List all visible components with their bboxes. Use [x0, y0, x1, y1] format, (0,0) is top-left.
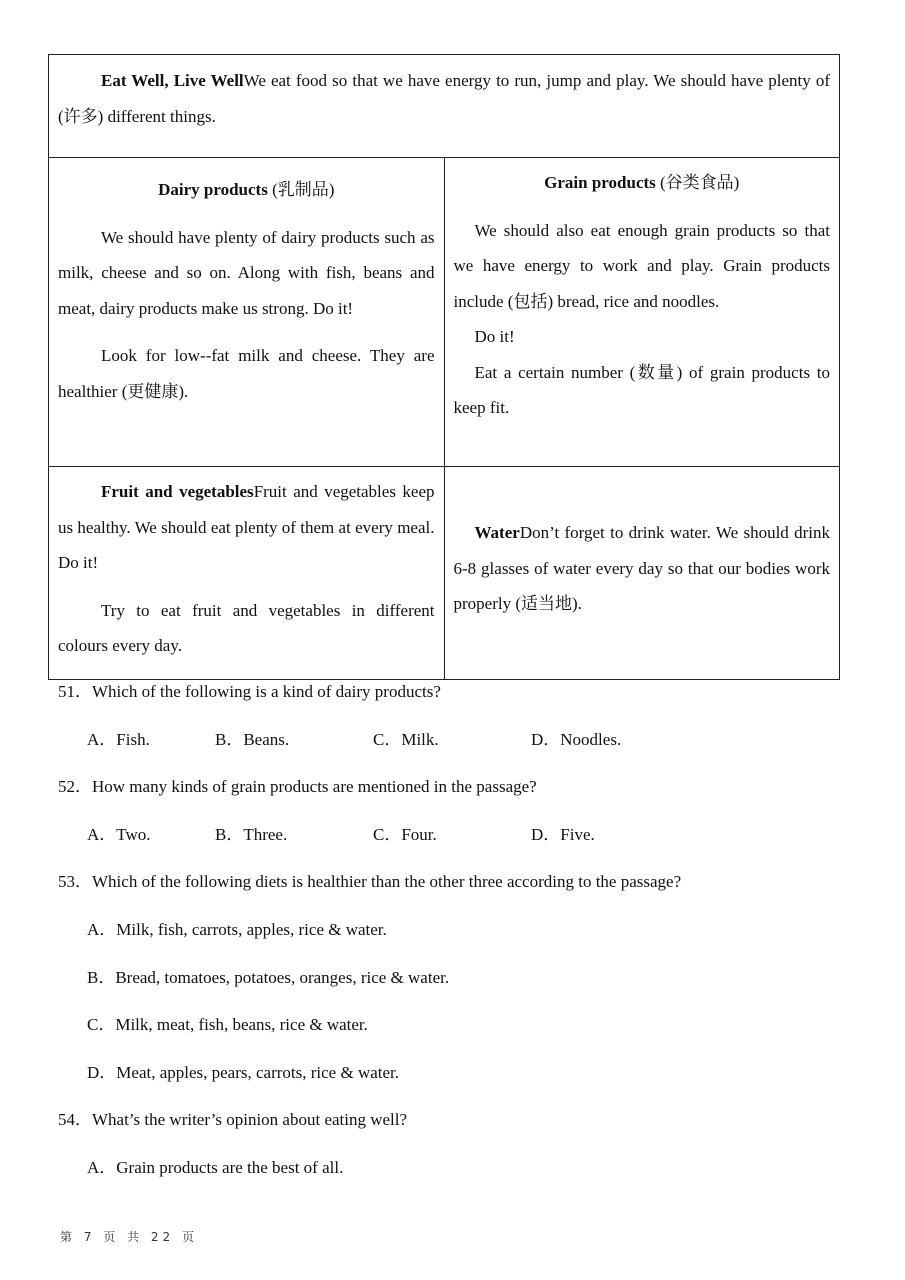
- option-53-c[interactable]: C．Milk, meat, fish, beans, rice & water.: [87, 1015, 368, 1035]
- dairy-paragraph-2: Look for low--fat milk and cheese. They are healthier (更健康).: [58, 346, 435, 401]
- question-51-options: [58, 728, 858, 776]
- option-52-a[interactable]: A．Two.: [87, 824, 151, 844]
- question-51-stem: 51．Which of the following is a kind of dairy products?: [58, 682, 441, 701]
- intro-text: We eat food so that we have energy to run, jump and play. We should have plenty of (许多) different things.: [58, 71, 830, 126]
- fruit-paragraph-1: [58, 474, 435, 581]
- grain-title: Grain products: [544, 173, 656, 192]
- dairy-heading: [58, 172, 435, 208]
- grain-cell: [444, 158, 840, 467]
- option-51-b[interactable]: B．Beans.: [215, 729, 290, 749]
- option-54-a[interactable]: A．Grain products are the best of all.: [87, 1157, 344, 1177]
- water-paragraph: [454, 515, 831, 622]
- option-53-d[interactable]: D．Meat, apples, pears, carrots, rice & water.: [87, 1062, 400, 1082]
- passage-table: [48, 54, 840, 680]
- page-footer: 第 7 页 共 22 页: [60, 1230, 198, 1244]
- question-52-options: [58, 823, 858, 871]
- intro-cell: [49, 55, 840, 158]
- option-51-c[interactable]: C．Milk.: [373, 729, 439, 749]
- option-52-c[interactable]: C．Four.: [373, 824, 437, 844]
- dairy-title-cn: (乳制品): [267, 180, 335, 199]
- dairy-paragraph-1: We should have plenty of dairy products such as milk, cheese and so on. Along with fish, beans and meat, dairy products make us strong. Do it!: [58, 227, 435, 318]
- questions-section: [58, 680, 858, 1204]
- question-54-stem: 54．What’s the writer’s opinion about eating well?: [58, 1110, 408, 1130]
- grain-paragraph-1: We should also eat enough grain products so that we have energy to work and play. Grain products include (包括) bread, rice and noodles.: [453, 220, 830, 311]
- dairy-title: Dairy products: [158, 180, 268, 199]
- water-title: Water: [474, 523, 520, 542]
- grain-title-cn: (谷类食品): [655, 173, 740, 192]
- option-51-d[interactable]: D．Noodles.: [531, 729, 622, 749]
- water-text: Don’t forget to drink water. We should drink 6-8 glasses of water every day so that our bodies work properly (适当地).: [453, 523, 830, 613]
- intro-title: Eat Well, Live Well: [101, 71, 244, 90]
- option-53-b[interactable]: B．Bread, tomatoes, potatoes, oranges, rice & water.: [87, 967, 450, 987]
- fruit-title: Fruit and vegetables: [101, 482, 254, 501]
- dairy-cell: [49, 158, 445, 467]
- grain-heading: [454, 165, 831, 201]
- water-cell: [444, 467, 840, 680]
- fruit-paragraph-2: Try to eat fruit and vegetables in different colours every day.: [58, 600, 435, 655]
- fruit-text: Fruit and vegetables keep us healthy. We should eat plenty of them at every meal. Do it!: [58, 482, 435, 572]
- option-52-d[interactable]: D．Five.: [531, 824, 595, 844]
- option-52-b[interactable]: B．Three.: [215, 824, 288, 844]
- option-53-a[interactable]: A．Milk, fish, carrots, apples, rice & water.: [87, 919, 387, 939]
- grain-paragraph-3: Eat a certain number (数量) of grain products to keep fit.: [453, 362, 830, 417]
- grain-paragraph-2: Do it!: [474, 327, 515, 346]
- question-52-stem: 52．How many kinds of grain products are mentioned in the passage?: [58, 777, 537, 797]
- intro-paragraph: [58, 63, 830, 134]
- option-51-a[interactable]: A．Fish.: [87, 729, 150, 749]
- fruit-cell: [49, 467, 445, 680]
- question-53-stem: 53．Which of the following diets is healthier than the other three according to the passage?: [58, 872, 682, 892]
